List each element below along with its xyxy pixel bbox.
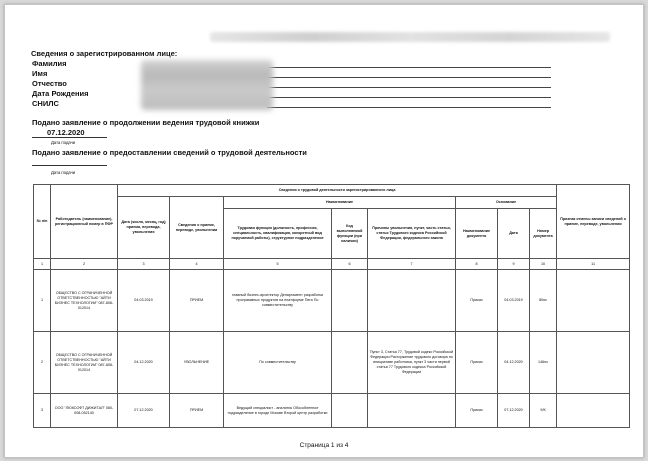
col-number: 8	[456, 259, 498, 270]
row-doc-name: Приказ	[456, 332, 498, 394]
row-work-code	[332, 270, 368, 332]
application-continue-date: 07.12.2020	[47, 128, 85, 137]
header-reason: Причины увольнения, пункт, часть статьи, статья Трудового кодекса Российской Федерации, федерального закона	[368, 209, 456, 259]
row-work-code	[332, 394, 368, 428]
column-number-row	[34, 259, 630, 270]
header-num: № п/п	[34, 185, 51, 259]
row-doc-num: 146пс	[530, 332, 557, 394]
page-counter: Страница 1 из 4	[299, 442, 349, 449]
header-doc-date: Дата	[498, 209, 530, 259]
col-number: 11	[557, 259, 630, 270]
table-row	[34, 332, 630, 394]
row-doc-date: 04.03.2019	[498, 270, 530, 332]
application-info-date-line	[32, 165, 107, 166]
row-doc-name: Приказ	[456, 270, 498, 332]
row-num: 2	[34, 332, 51, 394]
row-work-code	[332, 332, 368, 394]
row-doc-num: 80пс	[530, 270, 557, 332]
section-title: Сведения о зарегистрированном лице:	[31, 49, 178, 58]
application-continue-date-caption: Дата подачи	[51, 140, 76, 145]
col-number: 3	[118, 259, 170, 270]
row-reason	[368, 270, 456, 332]
header-cancel: Признак отмены записи сведений о приеме, переводе, увольнении	[557, 185, 630, 259]
employment-table	[33, 184, 630, 428]
field-label-firstname: Имя	[32, 69, 48, 78]
row-doc-name: Приказ	[456, 394, 498, 428]
header-work-code: Код выполняемой функции (при наличии)	[332, 209, 368, 259]
row-num: 3	[34, 394, 51, 428]
field-line-firstname	[267, 77, 551, 78]
col-number: 9	[498, 259, 530, 270]
row-doc-num: 9/К	[530, 394, 557, 428]
row-date: 07.12.2020	[118, 394, 170, 428]
row-reason: Пункт 3, Статья 77, Трудовой кодекс Российской Федерации Расторжение трудового договора по инициативе работника, пункт 3 части первой статьи 77 Трудового кодекса Российской Федерации	[368, 332, 456, 394]
field-label-lastname: Фамилия	[32, 59, 67, 68]
col-number: 4	[170, 259, 224, 270]
header-date: Дата (число, месяц, год) приема, перевода, увольнения	[118, 197, 170, 259]
row-doc-date: 07.12.2020	[498, 394, 530, 428]
field-label-birthdate: Дата Рождения	[32, 89, 89, 98]
row-function: Ведущий специалист - аналитик Обособленное подразделение в городе Москве Второй центр разработки	[224, 394, 332, 428]
row-function: главный бизнес-архитектор Департамент разработки программных продуктов на платформе Пега По совместительству	[224, 270, 332, 332]
header-event: Сведения о приеме, переводе, увольнении	[170, 197, 224, 259]
field-line-lastname	[267, 67, 551, 68]
header-function: Трудовая функция (должность, профессия, специальность, квалификация, конкретный вид поручаемой работы), структурное подразделение	[224, 209, 332, 259]
field-line-birthdate	[267, 97, 551, 98]
field-line-snils	[267, 107, 551, 108]
row-date: 04.12.2020	[118, 332, 170, 394]
table-row	[34, 394, 630, 428]
row-event: ПРИЕМ	[170, 270, 224, 332]
row-event: ПРИЕМ	[170, 394, 224, 428]
header-naming: Наименование	[224, 197, 456, 209]
application-info-date-caption: Дата подачи	[51, 170, 76, 175]
row-num: 1	[34, 270, 51, 332]
table-row	[34, 270, 630, 332]
blurred-header	[210, 32, 610, 42]
application-info-title: Подано заявление о предоставлении сведений о трудовой деятельности	[32, 148, 307, 157]
row-employer: ООО "ЛЮКСОФТ ДИЖИТАЛ" 080-008-052140	[51, 394, 118, 428]
header-employer: Работодатель (наименование), регистрационный номер в ПФР	[51, 185, 118, 259]
document-page	[4, 4, 644, 458]
header-basis: Основание	[456, 197, 557, 209]
col-number: 2	[51, 259, 118, 270]
col-number: 7	[368, 259, 456, 270]
row-cancel	[557, 270, 630, 332]
row-cancel	[557, 394, 630, 428]
header-doc-name: Наименование документа	[456, 209, 498, 259]
row-reason	[368, 394, 456, 428]
row-date: 04.03.2019	[118, 270, 170, 332]
col-number: 10	[530, 259, 557, 270]
row-function: По совместительству	[224, 332, 332, 394]
redacted-personal-data	[141, 60, 273, 110]
header-doc-num: Номер документа	[530, 209, 557, 259]
field-label-patronymic: Отчество	[32, 79, 67, 88]
field-line-patronymic	[267, 87, 551, 88]
row-employer: ОБЩЕСТВО С ОГРАНИЧЕННОЙ ОТВЕТСТВЕННОСТЬЮ "АЙТИ БИЗНЕС ТЕХНОЛОГИИ" 087-808-012014	[51, 270, 118, 332]
header-group: Сведения о трудовой деятельности зарегистрированного лица	[118, 185, 557, 197]
col-number: 6	[332, 259, 368, 270]
col-number: 5	[224, 259, 332, 270]
application-continue-title: Подано заявление о продолжении ведения трудовой книжки	[32, 118, 260, 127]
row-employer: ОБЩЕСТВО С ОГРАНИЧЕННОЙ ОТВЕТСТВЕННОСТЬЮ "АЙТИ БИЗНЕС ТЕХНОЛОГИИ" 087-808-012014	[51, 332, 118, 394]
application-continue-date-line	[32, 137, 107, 138]
field-label-snils: СНИЛС	[32, 99, 59, 108]
row-doc-date: 04.12.2020	[498, 332, 530, 394]
col-number: 1	[34, 259, 51, 270]
row-cancel	[557, 332, 630, 394]
row-event: УВОЛЬНЕНИЕ	[170, 332, 224, 394]
